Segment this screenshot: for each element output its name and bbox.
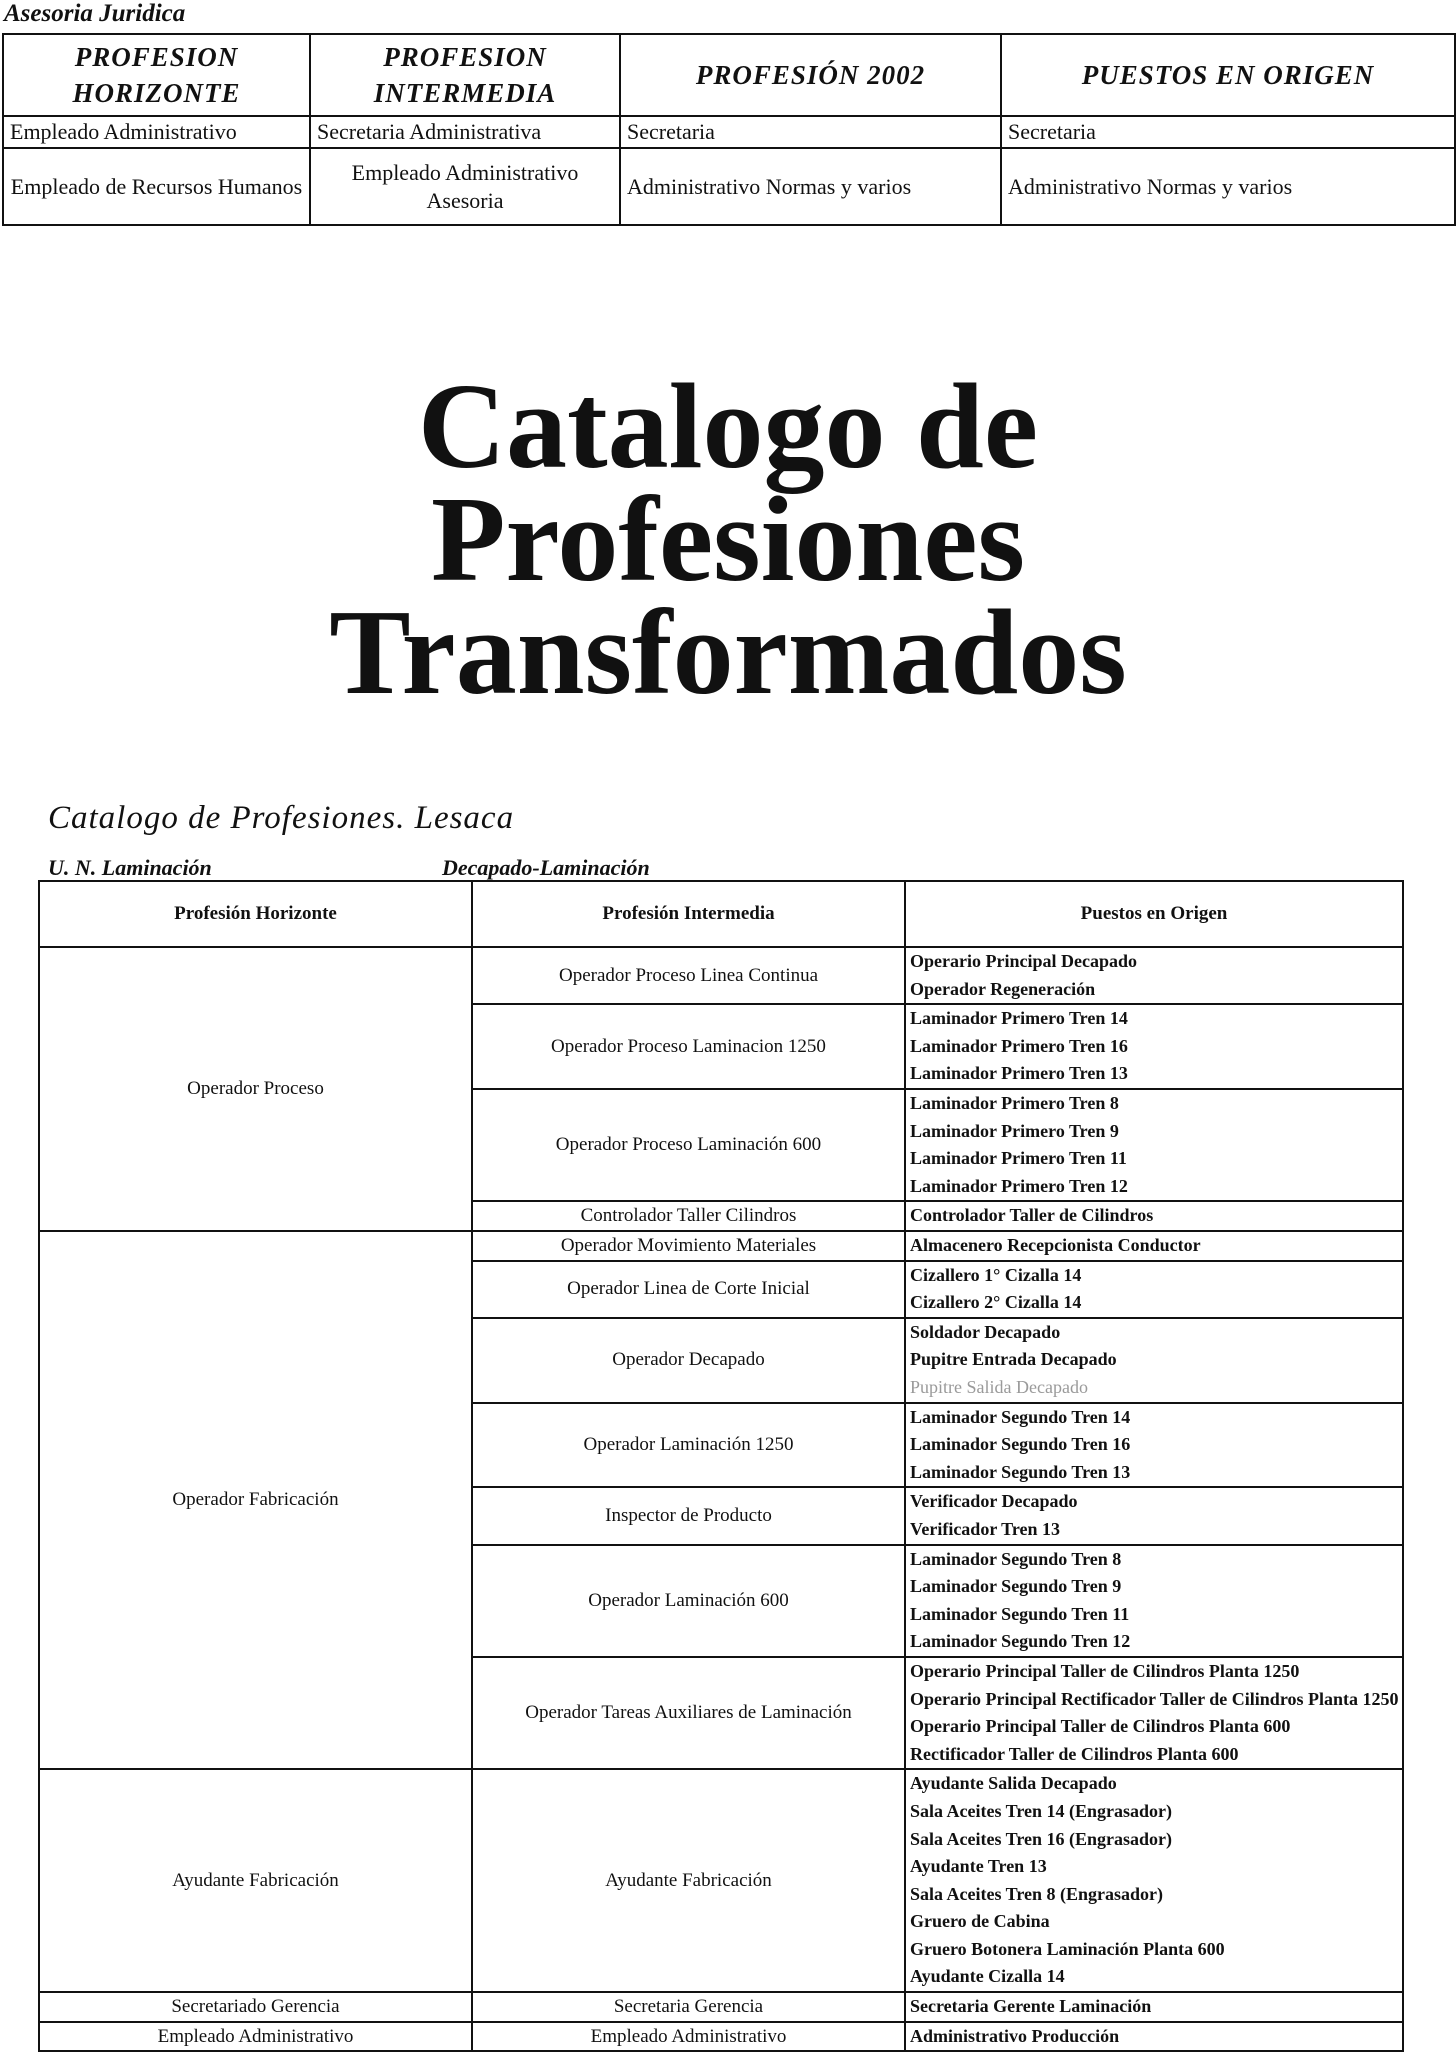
- puestos-en-origen-cell: [905, 1089, 1403, 1201]
- page-title: [0, 359, 1456, 720]
- profesion-intermedia-cell: Operador Proceso Linea Continua: [472, 947, 905, 1004]
- puesto-item: Operador Regeneración: [910, 978, 1096, 999]
- profesion-intermedia-cell: Empleado Administrativo: [472, 2022, 905, 2052]
- profesion-intermedia-cell: Operador Tareas Auxiliares de Laminación: [472, 1657, 905, 1769]
- profesion-intermedia-cell: Secretaria Gerencia: [472, 1992, 905, 2022]
- profesion-horizonte-cell: Operador Fabricación: [39, 1231, 472, 1769]
- title-line: Catalogo de: [417, 359, 1039, 494]
- puesto-item: Laminador Primero Tren 11: [910, 1148, 1127, 1169]
- table-cell: Secretaria Administrativa: [310, 116, 620, 148]
- puestos-en-origen-cell: [905, 1261, 1403, 1318]
- puesto-item: Laminador Primero Tren 14: [910, 1008, 1128, 1029]
- puesto-item: Laminador Primero Tren 13: [910, 1063, 1128, 1084]
- top-profession-table: [2, 33, 1456, 226]
- catalog-unit: U. N. Laminación: [48, 855, 212, 880]
- table-row: [3, 116, 1455, 148]
- puestos-en-origen-cell: [905, 1201, 1403, 1231]
- puesto-item: Laminador Primero Tren 12: [910, 1175, 1128, 1196]
- puesto-item: Laminador Segundo Tren 12: [910, 1631, 1131, 1652]
- puesto-item: Soldador Decapado: [910, 1321, 1061, 1342]
- column-header: Profesión Horizonte: [39, 881, 472, 947]
- puestos-en-origen-cell: [905, 947, 1403, 1004]
- puesto-item: Laminador Segundo Tren 11: [910, 1603, 1130, 1624]
- profesion-intermedia-cell: Operador Laminación 600: [472, 1545, 905, 1657]
- profesion-horizonte-cell: Ayudante Fabricación: [39, 1769, 472, 1992]
- table-cell: Secretaria: [1001, 116, 1455, 148]
- puesto-item: Laminador Primero Tren 8: [910, 1092, 1119, 1113]
- puesto-item: Operario Principal Taller de Cilindros Planta 1250: [910, 1660, 1300, 1681]
- profesion-horizonte-cell: Empleado Administrativo: [39, 2022, 472, 2052]
- puestos-en-origen-cell: [905, 1403, 1403, 1488]
- puesto-item: Laminador Primero Tren 16: [910, 1035, 1128, 1056]
- table-cell: Administrativo Normas y varios: [620, 148, 1001, 225]
- profesion-intermedia-cell: Inspector de Producto: [472, 1487, 905, 1544]
- table-cell: Empleado Administrativo: [3, 116, 310, 148]
- section-heading: Asesoria Juridica: [4, 0, 186, 27]
- column-header: Puestos en Origen: [905, 881, 1403, 947]
- puesto-item: Verificador Tren 13: [910, 1518, 1060, 1539]
- puesto-item: Sala Aceites Tren 14 (Engrasador): [910, 1800, 1172, 1821]
- puesto-item: Gruero de Cabina: [910, 1911, 1050, 1932]
- puesto-item: Cizallero 1° Cizalla 14: [910, 1264, 1082, 1285]
- puesto-item: Ayudante Salida Decapado: [910, 1773, 1117, 1794]
- column-header: Profesión Intermedia: [472, 881, 905, 947]
- puesto-item: Laminador Segundo Tren 14: [910, 1406, 1131, 1427]
- puesto-item: Laminador Segundo Tren 16: [910, 1434, 1131, 1455]
- puesto-item: Ayudante Tren 13: [910, 1856, 1047, 1877]
- puesto-item: Almacenero Recepcionista Conductor: [910, 1234, 1201, 1255]
- puesto-item: Controlador Taller de Cilindros: [910, 1205, 1154, 1226]
- profesion-intermedia-cell: Operador Laminación 1250: [472, 1403, 905, 1488]
- puestos-en-origen-cell: [905, 1657, 1403, 1769]
- profesion-horizonte-cell: Secretariado Gerencia: [39, 1992, 472, 2022]
- title-line: Transformados: [329, 585, 1127, 720]
- catalog-heading: Catalogo de Profesiones. Lesaca: [48, 800, 515, 836]
- title-line: Profesiones: [430, 472, 1026, 607]
- puesto-item: Operario Principal Rectificador Taller de Cilindros Planta 1250: [910, 1688, 1398, 1709]
- puesto-item: Laminador Segundo Tren 13: [910, 1461, 1131, 1482]
- profesion-intermedia-cell: Operador Movimiento Materiales: [472, 1231, 905, 1261]
- puesto-item: Administrativo Producción: [910, 2025, 1120, 2046]
- puesto-item: Gruero Botonera Laminación Planta 600: [910, 1938, 1225, 1959]
- puesto-item: Laminador Segundo Tren 9: [910, 1576, 1122, 1597]
- profesion-intermedia-cell: Operador Proceso Laminación 600: [472, 1089, 905, 1201]
- puesto-item: Pupitre Salida Decapado: [910, 1376, 1088, 1397]
- profesion-intermedia-cell: Operador Proceso Laminacion 1250: [472, 1004, 905, 1089]
- puesto-item: Laminador Segundo Tren 8: [910, 1548, 1122, 1569]
- profesion-intermedia-cell: Operador Decapado: [472, 1318, 905, 1403]
- catalog-table: [38, 880, 1404, 2052]
- column-header: PROFESION HORIZONTE: [3, 34, 310, 116]
- table-cell: Administrativo Normas y varios: [1001, 148, 1455, 225]
- table-cell: Secretaria: [620, 116, 1001, 148]
- table-row: [3, 148, 1455, 225]
- column-header: PROFESIÓN 2002: [620, 34, 1001, 116]
- puestos-en-origen-cell: [905, 1318, 1403, 1403]
- puestos-en-origen-cell: [905, 1004, 1403, 1089]
- puesto-item: Sala Aceites Tren 8 (Engrasador): [910, 1883, 1163, 1904]
- table-row: [39, 2022, 1403, 2052]
- catalog-area: Decapado-Laminación: [442, 855, 650, 880]
- puesto-item: Operario Principal Taller de Cilindros Planta 600: [910, 1716, 1291, 1737]
- column-header: PROFESION INTERMEDIA: [310, 34, 620, 116]
- table-row: [39, 1231, 1403, 1261]
- puestos-en-origen-cell: [905, 1545, 1403, 1657]
- puesto-item: Operario Principal Decapado: [910, 951, 1137, 971]
- profesion-intermedia-cell: Ayudante Fabricación: [472, 1769, 905, 1992]
- column-header: PUESTOS EN ORIGEN: [1001, 34, 1455, 116]
- puestos-en-origen-cell: [905, 1487, 1403, 1544]
- puesto-item: Cizallero 2° Cizalla 14: [910, 1292, 1082, 1313]
- table-row: [39, 1769, 1403, 1992]
- puesto-item: Sala Aceites Tren 16 (Engrasador): [910, 1828, 1172, 1849]
- puestos-en-origen-cell: [905, 2022, 1403, 2052]
- puesto-item: Pupitre Entrada Decapado: [910, 1349, 1117, 1370]
- puestos-en-origen-cell: [905, 1992, 1403, 2022]
- puesto-item: Rectificador Taller de Cilindros Planta 600: [910, 1743, 1239, 1764]
- puesto-item: Laminador Primero Tren 9: [910, 1120, 1119, 1141]
- puesto-item: Secretaria Gerente Laminación: [910, 1996, 1152, 2017]
- puesto-item: Verificador Decapado: [910, 1491, 1078, 1512]
- profesion-horizonte-cell: Operador Proceso: [39, 947, 472, 1231]
- table-row: [39, 947, 1403, 1004]
- profesion-intermedia-cell: Operador Linea de Corte Inicial: [472, 1261, 905, 1318]
- table-row: [39, 1992, 1403, 2022]
- puesto-item: Ayudante Cizalla 14: [910, 1966, 1065, 1987]
- profesion-intermedia-cell: Controlador Taller Cilindros: [472, 1201, 905, 1231]
- table-cell: Empleado Administrativo Asesoria: [310, 148, 620, 225]
- table-cell: Empleado de Recursos Humanos: [3, 148, 310, 225]
- puestos-en-origen-cell: [905, 1769, 1403, 1992]
- puestos-en-origen-cell: [905, 1231, 1403, 1261]
